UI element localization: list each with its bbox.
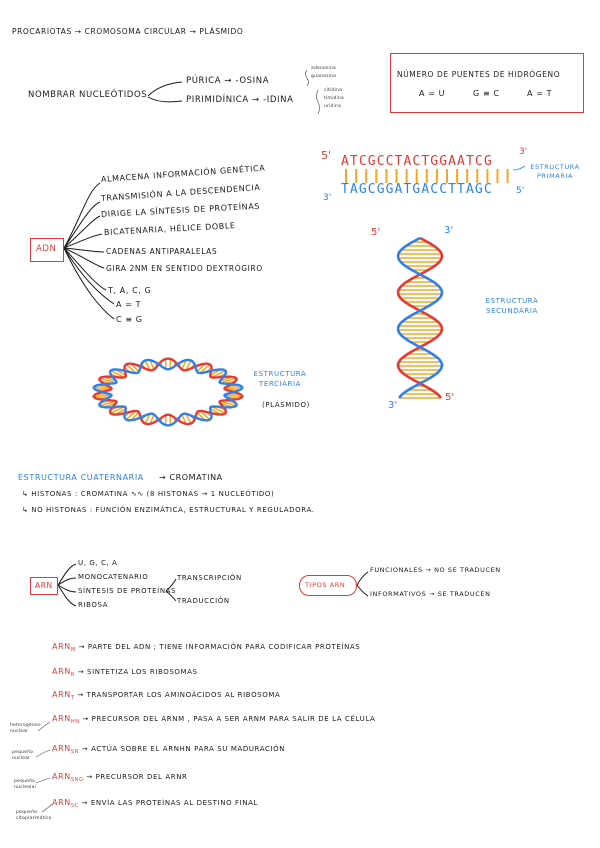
arn-type-sub: SC [70,803,79,809]
base-pair-rungs [346,169,508,183]
arn-type-sub: HN [70,719,80,725]
histonas-line: ↳ HISTONAS : CROMATINA ∿∿ (8 HISTONAS → 1 NUCLEÓTIDO) [22,490,275,498]
arn-type-row [52,714,375,725]
arn-type-row [52,690,280,701]
arn-type-sub: T [70,695,75,701]
side-note-sc: pequeño citoplasmático [16,810,52,821]
example-adenosina: adenosina [311,66,336,71]
adn-box [30,238,64,262]
double-helix [398,238,442,398]
adn-item-7: T, A, C, G [108,286,152,295]
helix-top-3prime: 3' [444,225,454,236]
hbond-gc: G ≡ C [473,89,500,98]
quaternary-title: ESTRUCTURA CUATERNARIA [18,473,144,482]
plasmid-ring [94,359,243,426]
arn-item-3: SÍNTESIS DE PROTEÍNAS [78,587,177,595]
arn-type-base: ARN [52,798,71,807]
hbond-title: NÚMERO DE PUENTES DE HIDRÓGENO [397,70,561,79]
adn-label: ADN [36,244,57,254]
secondary-label: ESTRUCTURA SECUNDARIA [485,297,539,315]
arn-type-text: → ACTÚA SOBRE EL ARNHN PARA SU MADURACIÓN [81,745,286,753]
arn-type-text: → PRECURSOR DEL ARNM , PASA A SER ARNM PARA SALIR DE LA CÉLULA [82,715,376,723]
arn-type-base: ARN [52,744,71,753]
arn-type-row [52,744,285,755]
arn-type-sub: R [70,672,75,678]
adn-item-9: C ≡ G [116,315,143,324]
arn-type-row [52,772,188,783]
adn-item-5: CADENAS ANTIPARALELAS [106,247,218,256]
adn-item-2: TRANSMISIÓN A LA DESCENDENCIA [100,182,261,203]
arn-type-base: ARN [52,667,71,676]
hbond-au: A = U [419,89,446,98]
arn-type-text: → PARTE DEL ADN ; TIENE INFORMACIÓN PARA CODIFICAR PROTEÍNAS [78,643,361,651]
informativos-line: INFORMATIVOS → SE TRADUCEN [370,590,491,598]
funcionales-line: FUNCIONALES → NO SE TRADUCEN [370,566,501,574]
hbond-at: A = T [527,89,553,98]
plasmid-label: (PLÁSMIDO) [262,401,310,409]
hbond-box [390,53,584,113]
tipos-arn-label: TIPOS ARN [305,581,346,589]
helix-bottom-5prime: 5' [445,392,455,403]
adn-item-8: A = T [116,300,142,309]
arn-item-2: MONOCATENARIO [78,573,149,581]
adn-item-3: DIRIGE LA SÍNTESIS DE PROTEÍNAS [100,201,261,219]
example-citidina: citidina [324,88,343,93]
helix-top-5prime: 5' [371,227,381,238]
five-prime-bottom: 5' [516,186,525,196]
adn-item-1: ALMACENA INFORMACIÓN GENÉTICA [100,163,266,184]
arn-type-sub: M [70,647,76,653]
three-prime-top: 3' [519,147,528,157]
arn-type-base: ARN [52,714,71,723]
arn-type-base: ARN [52,690,71,699]
top-strand: ATCGCCTACTGGAATCG [341,154,493,169]
arn-type-sub: SN [70,749,79,755]
arn-type-text: → TRANSPORTAR LOS AMINOÁCIDOS AL RIBOSOMA [77,691,281,699]
arn-type-text: → PRECURSOR DEL ARNR [86,773,188,781]
tipos-arn-box [299,575,357,596]
purica-rule: PÚRICA → -OSINA [186,76,270,86]
arn-type-text: → ENVÍA LAS PROTEÍNAS AL DESTINO FINAL [81,799,259,807]
arn-type-row [52,798,258,809]
arn-type-sub: SNO [70,777,84,783]
arn-type-row [52,667,198,678]
arn-item-4: RIBOSA [78,601,109,609]
example-timidina: timidina [324,96,344,101]
arn-label: ARN [35,581,53,590]
transcripcion-label: TRANSCRIPCIÓN [177,574,242,582]
nombrar-nucleotidos: NOMBRAR NUCLEÓTIDOS [28,90,148,100]
arn-type-row [52,642,360,653]
no-histonas-line: ↳ NO HISTONAS : FUNCIÓN ENZIMÁTICA, ESTRUCTURAL Y REGULADORA. [22,506,315,514]
traduccion-label: TRADUCCIÓN [177,597,230,605]
five-prime-top: 5' [321,149,332,162]
prokaryotes-line: PROCARIOTAS → CROMOSOMA CIRCULAR → PLÁSMIDO [12,27,244,36]
primary-label: ESTRUCTURA PRIMARIA [530,163,580,180]
side-note-sn: pequeño nuclear [12,750,34,761]
example-guanosina: guanosina [311,74,337,79]
three-prime-bottom: 3' [323,193,332,203]
helix-bottom-3prime: 3' [388,400,398,411]
bottom-strand: TAGCGGATGACCTTAGC [341,182,493,197]
arn-type-text: → SINTETIZA LOS RIBOSOMAS [77,668,198,676]
side-note-sno: pequeño nucleolar [14,779,37,790]
quaternary-arrow: → CROMATINA [159,473,223,482]
side-note-hn: heterogéneo nuclear [10,723,41,734]
arn-type-base: ARN [52,642,71,651]
arn-type-base: ARN [52,772,71,781]
example-uridina: uridina [324,104,342,109]
adn-item-4: BICATENARIA, HÉLICE DOBLE [103,221,236,237]
pirimidinica-rule: PIRIMIDÍNICA → -IDINA [186,95,294,105]
adn-item-6: GIRA 2NM EN SENTIDO DEXTRÓGIRO [106,264,263,273]
tertiary-label: ESTRUCTURA TERCIARIA [253,370,307,388]
arn-item-1: U, G, C, A [78,559,118,567]
arn-box [30,577,58,595]
